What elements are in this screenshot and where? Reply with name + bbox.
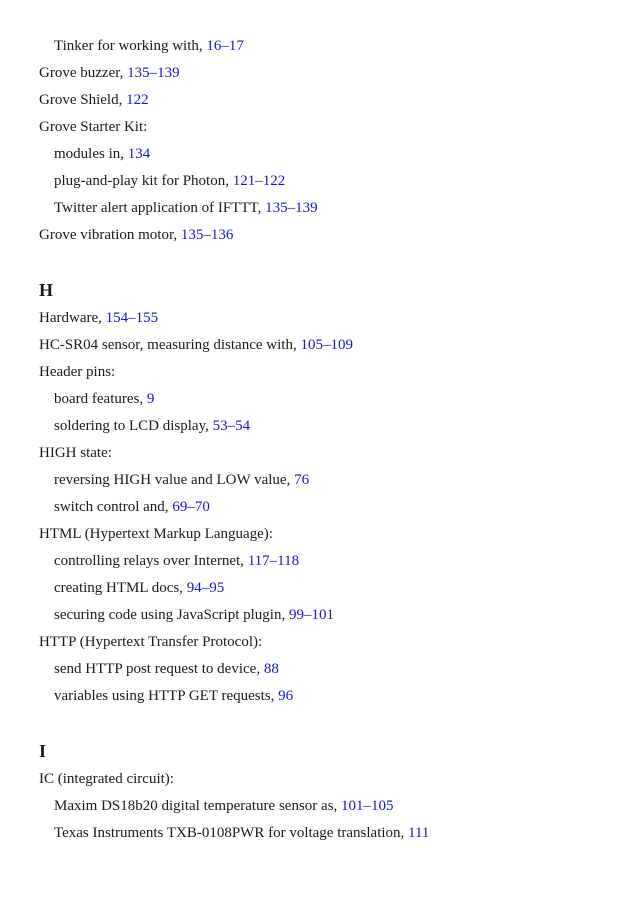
index-subentry [39,36,244,56]
page-reference-link[interactable]: 69–70 [172,499,210,515]
index-entry [39,117,147,137]
entry-term: board features, [54,391,147,407]
page-reference-link[interactable]: 88 [263,661,279,677]
section-letter-i: I [39,741,47,761]
index-entry [39,632,262,652]
page-reference-link[interactable]: 122 [126,92,149,108]
page-reference-link[interactable]: 105–109 [300,337,353,353]
entry-term: Texas Instruments TXB-0108PWR for voltage translation, [54,825,409,841]
index-subentry [39,686,293,706]
entry-term: Tinker for working with, [54,38,207,54]
entry-term: soldering to LCD display, [54,418,213,434]
index-entry [39,225,233,245]
entry-term: Grove buzzer, [39,65,128,81]
index-subentry [39,144,150,164]
index-subentry [39,796,394,816]
index-subentry [39,823,429,843]
page-reference-link[interactable]: 117–118 [247,553,300,569]
entry-term: plug-and-play kit for Photon, [54,173,233,189]
page-reference-link[interactable]: 76 [294,472,310,488]
index-entry [39,362,115,382]
entry-term: HTML (Hypertext Markup Language): [39,526,273,542]
entry-term: switch control and, [54,499,173,515]
entry-term: securing code using JavaScript plugin, [54,607,289,623]
page-reference-link[interactable]: 135–136 [180,227,234,243]
entry-term: Twitter alert application of IFTTT, [54,200,266,216]
page-reference-link[interactable]: 16–17 [206,38,244,54]
index-entry [39,335,353,355]
index-subentry [39,171,285,191]
entry-term: HTTP (Hypertext Transfer Protocol): [39,634,263,650]
page-reference-link[interactable]: 135–139 [265,200,318,216]
page-reference-link[interactable]: 135–139 [127,65,180,81]
entry-term: Grove Shield, [39,92,127,108]
index-subentry [39,659,279,679]
entry-term: HC-SR04 sensor, measuring distance with, [39,337,301,353]
index-subentry [39,551,299,571]
entry-term: controlling relays over Internet, [54,553,248,569]
index-subentry [39,605,334,625]
index-subentry [39,578,224,598]
page-reference-link[interactable]: 96 [278,688,294,704]
index-subentry [39,497,210,517]
entry-term: variables using HTTP GET requests, [54,688,279,704]
page-reference-link[interactable]: 154–155 [105,310,159,326]
section-letter-h: H [39,280,54,300]
entry-term: HIGH state: [39,445,112,461]
page-reference-link[interactable]: 94–95 [186,580,225,596]
page-reference-link[interactable]: 134 [127,146,151,162]
entry-term: IC (integrated circuit): [39,771,174,787]
index-entry [39,443,112,463]
entry-term: Header pins: [39,364,116,380]
entry-term: Maxim DS18b20 digital temperature sensor as, [54,798,342,814]
page-reference-link[interactable]: 101–105 [341,798,394,814]
index-entry [39,308,158,328]
entry-term: Grove Starter Kit: [39,119,148,135]
entry-term: reversing HIGH value and LOW value, [54,472,295,488]
index-subentry [39,470,309,490]
index-subentry [39,416,250,436]
page-reference-link[interactable]: 111 [408,825,430,841]
page-reference-link[interactable]: 121–122 [232,173,286,189]
entry-term: Hardware, [39,310,106,326]
page-reference-link[interactable]: 99–101 [288,607,334,623]
entry-term: Grove vibration motor, [39,227,181,243]
page-reference-link[interactable]: 9 [146,391,155,407]
index-entry [39,524,273,544]
index-entry [39,90,149,110]
index-subentry [39,389,154,409]
entry-term: creating HTML docs, [54,580,187,596]
entry-term: modules in, [54,146,128,162]
index-entry [39,63,180,83]
entry-term: send HTTP post request to device, [54,661,264,677]
index-subentry [39,198,318,218]
page-reference-link[interactable]: 53–54 [212,418,251,434]
index-entry [39,769,174,789]
